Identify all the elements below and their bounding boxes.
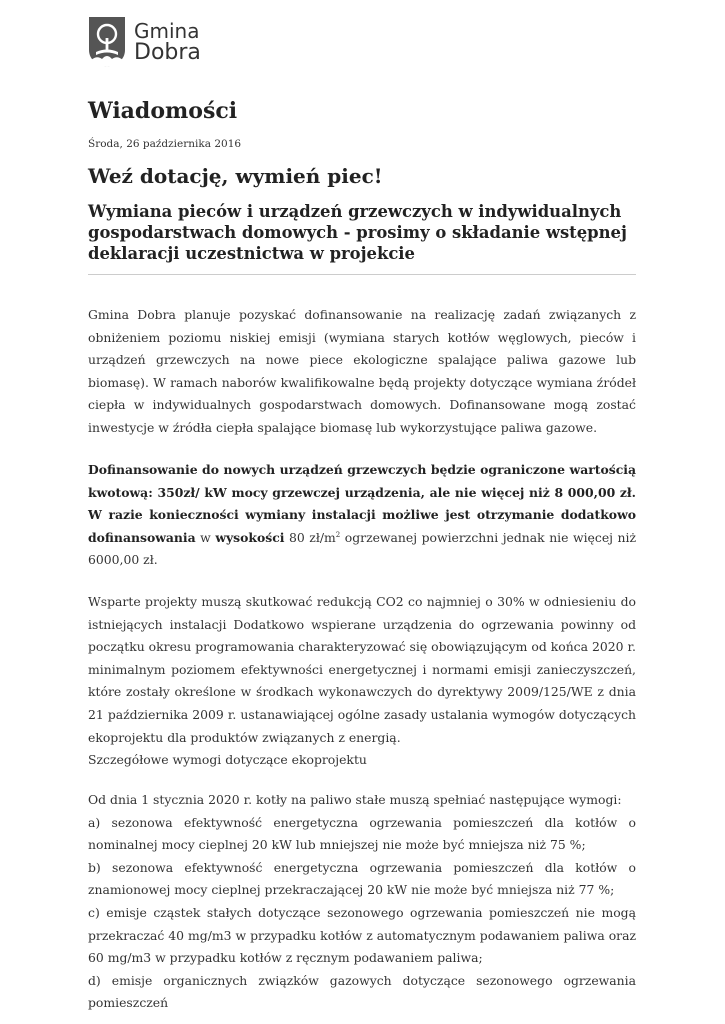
ecodesign-heading: Szczegółowe wymogi dotyczące ekoprojektu (88, 752, 367, 768)
article-date: Środa, 26 października 2016 (88, 138, 242, 150)
list-item: a) sezonowa efektywność energetyczna ogrzewania pomieszczeń dla kotłów o nominalnej mocy cieplnej 20 kW lub mniejszej nie może być mniejsza niż 75 %; (88, 814, 636, 853)
paragraph-requirements (88, 591, 636, 772)
paragraph-funding (88, 459, 636, 572)
article-subtitle: Wymiana pieców i urządzeń grzewczych w indywidualnych gospodarstwach domowych - prosimy o składanie wstępnej deklaracji uczestnictwa w projekcie (88, 202, 627, 263)
funding-limit-text: Dofinansowanie do nowych urządzeń grzewczych będzie ograniczone wartością kwotową: 350zł/ kW mocy grzewczej urządzenia, ale nie więcej niż 8 000,00 zł. W razie konieczności wymiany instalacji możliwe jest otrzymanie dodatkowo dofinansowania (88, 462, 636, 545)
list-item: d) emisje organicznych związków gazowych dotyczące sezonowego ogrzewania pomieszczeń (88, 972, 636, 1011)
gmina-dobra-logo[interactable] (88, 16, 201, 68)
requirements-text: Wsparte projekty muszą skutkować redukcją CO2 co najmniej o 30% w odniesieniu do istniejących instalacji Dodatkowo wspierane urządzenia do ogrzewania powinny od początku okresu programowania charakteryzować się obowiązującym od końca 2020 r. minimalnym poziomem efektywności energetycznej i normami emisji zanieczyszczeń, które zostały określone w środkach wykonawczych do dyrektywy 2009/125/WE z dnia 21 października 2009 r. ustanawiającej ogólne zasady ustalania wymogów dotyczących ekoprojektu dla produktów związanych z energią. (88, 594, 636, 745)
gmina-dobra-crest-icon (88, 16, 126, 68)
article-title: Weź dotację, wymień piec! (88, 164, 383, 188)
funding-text-2: 80 zł/m (284, 529, 336, 545)
funding-text-1: w (195, 529, 216, 545)
funding-amount-label: wysokości (215, 529, 285, 545)
funding-text-3: ogrzewanej powierzchni jednak nie więcej niż 6000,00 zł. (88, 529, 636, 568)
paragraph-intro: Gmina Dobra planuje pozyskać dofinansowanie na realizację zadań związanych z obniżeniem poziomu niskiej emisji (wymiana starych kotłów węglowych, pieców i urządzeń grzewczych na nowe piece ekologiczne spalające paliwa gazowe lub biomasę). W ramach naborów kwalifikowalne będą projekty dotyczące wymiana źródeł ciepła w indywidualnych gospodarstwach domowych. Dofinansowane mogą zostać inwestycje w źródła ciepła spalające biomasę lub wykorzystujące paliwa gazowe. (88, 307, 636, 435)
requirements-list (88, 789, 636, 1015)
logo-text-gmina: Gmina (134, 19, 200, 43)
section-title: Wiadomości (88, 98, 238, 124)
logo-text-dobra: Dobra (134, 40, 201, 65)
list-item: b) sezonowa efektywność energetyczna ogrzewania pomieszczeń dla kotłów o znamionowej mocy cieplnej przekraczającej 20 kW nie może być mniejsza niż 77 %; (88, 859, 636, 898)
superscript-2: 2 (335, 530, 341, 539)
divider (88, 274, 636, 275)
requirements-intro: Od dnia 1 stycznia 2020 r. kotły na paliwo stałe muszą spełniać następujące wymogi: (88, 792, 622, 807)
list-item: c) emisje cząstek stałych dotyczące sezonowego ogrzewania pomieszczeń nie mogą przekraczać 40 mg/m3 w przypadku kotłów z automatycznym podawaniem paliwa oraz 60 mg/m3 w przypadku kotłów z ręcznym podawaniem paliwa; (88, 904, 636, 966)
